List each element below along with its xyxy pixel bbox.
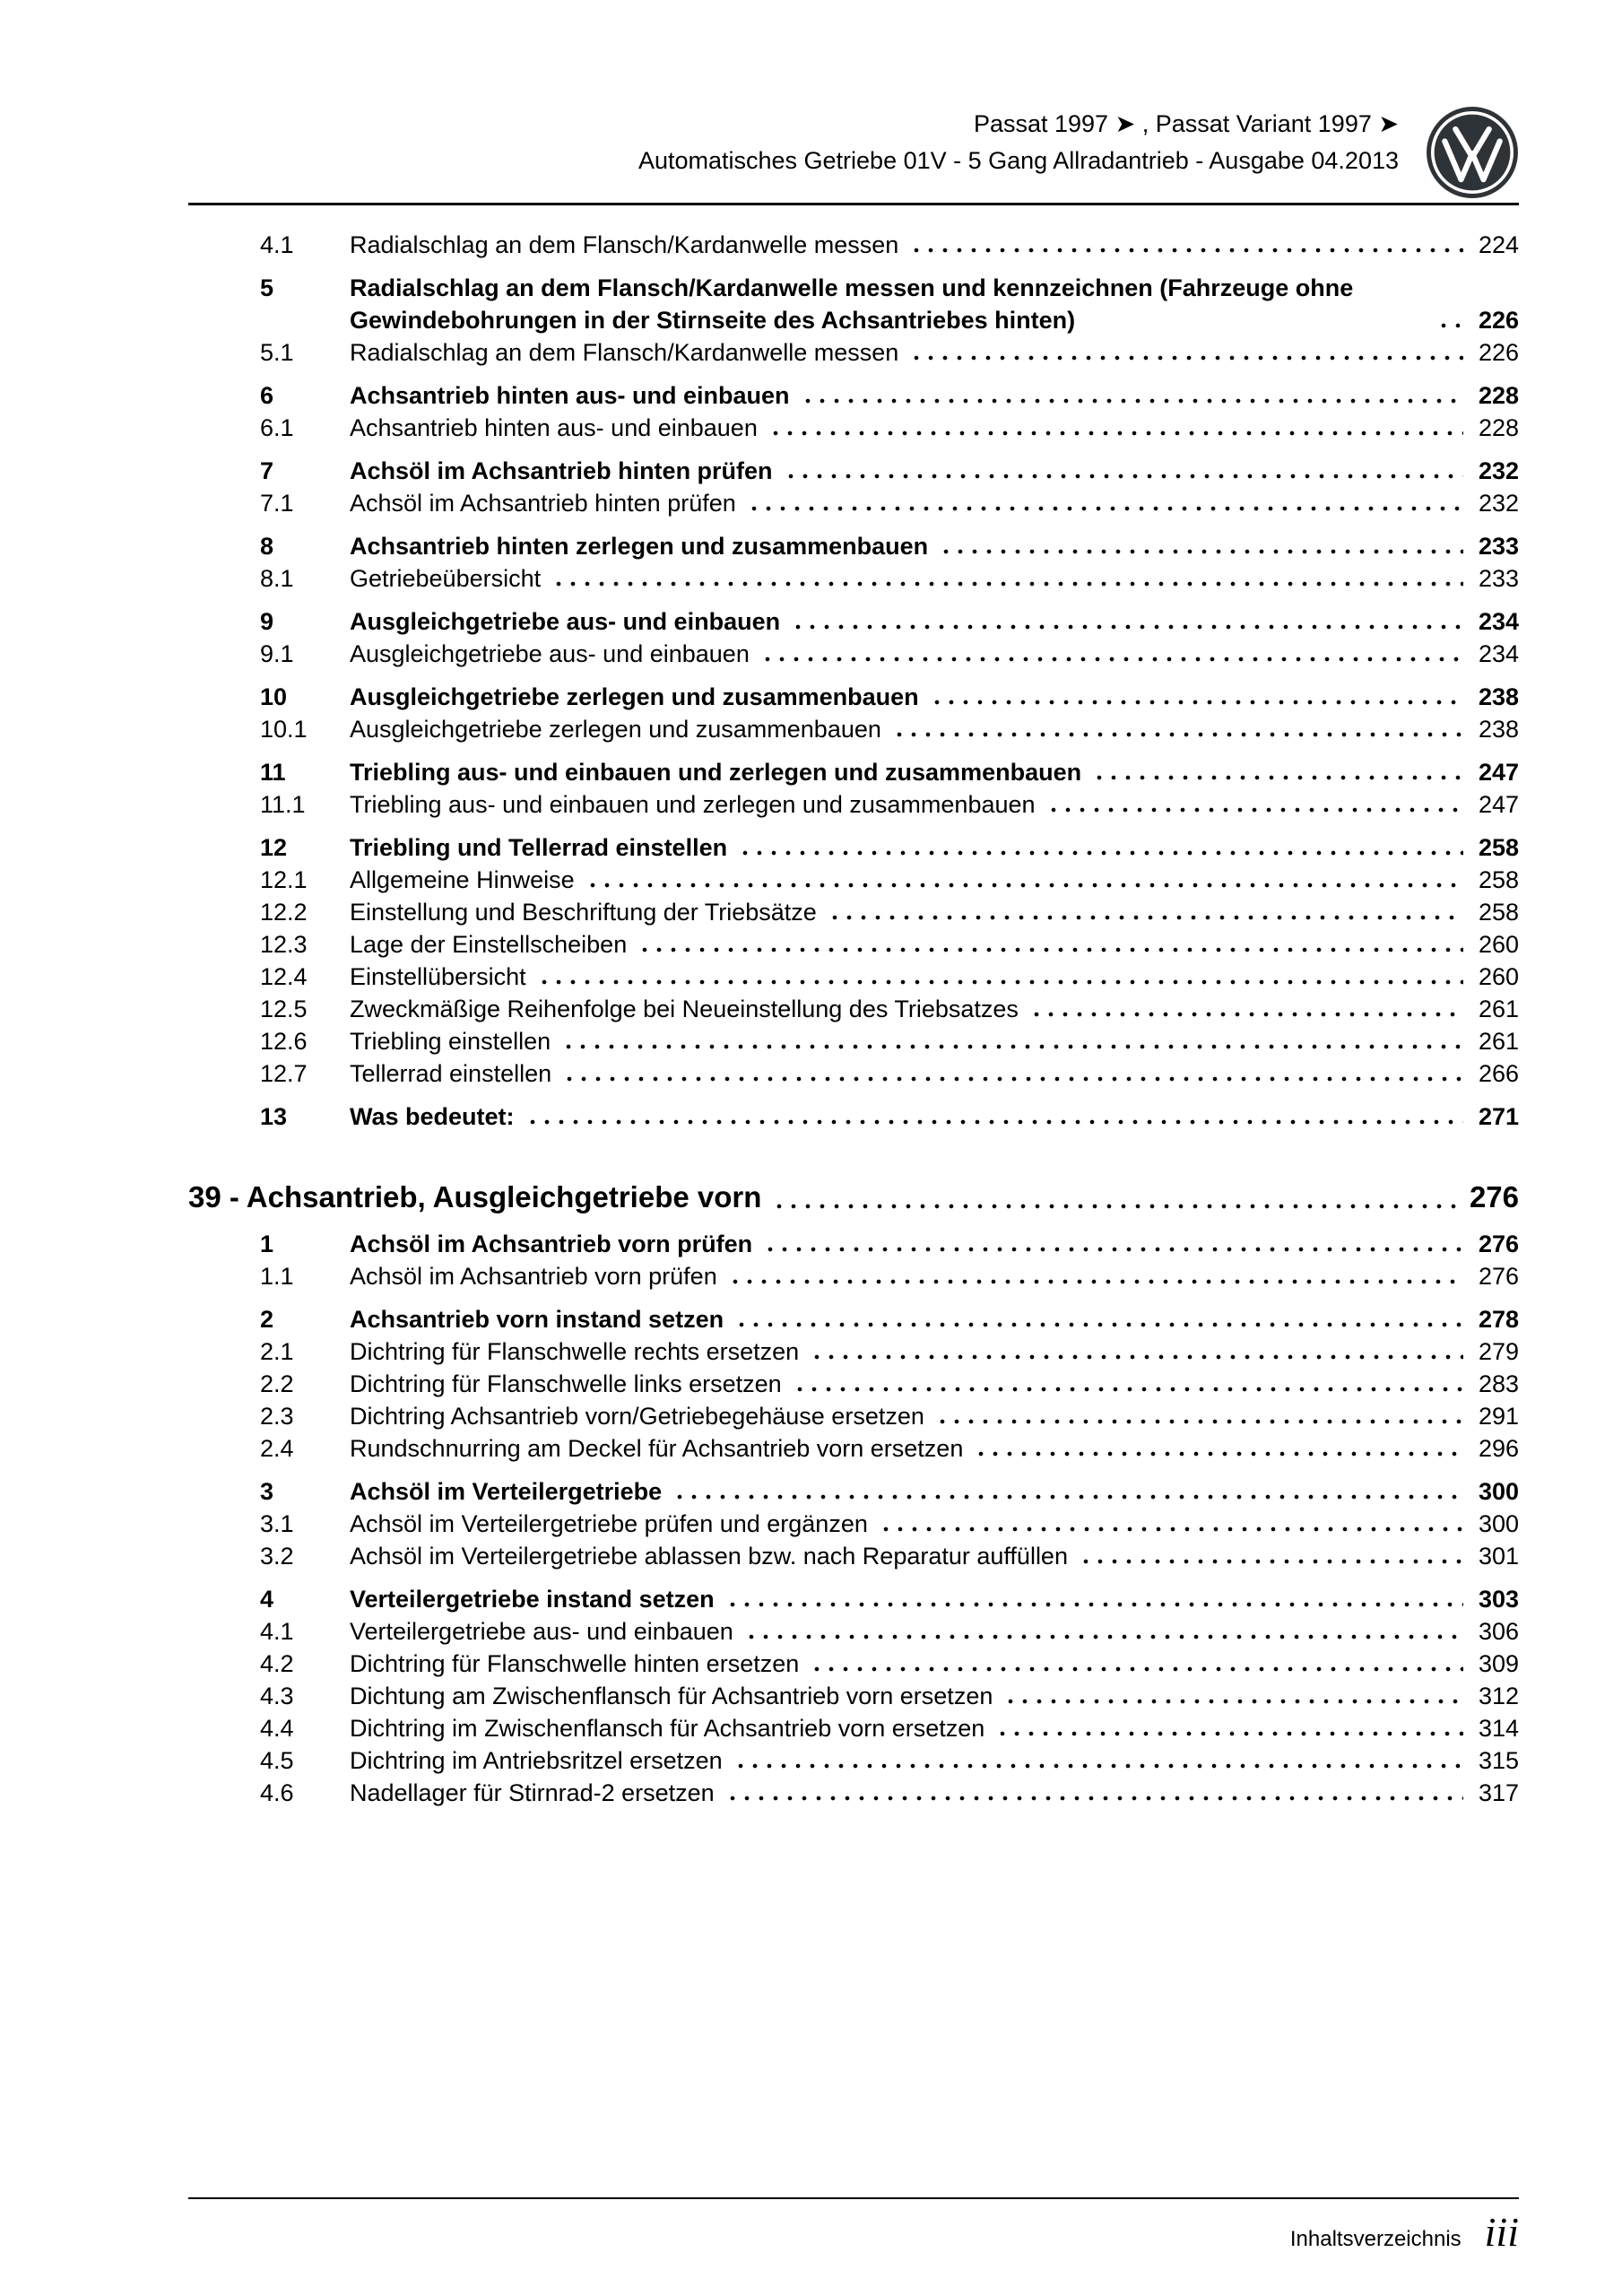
toc-entry bbox=[188, 1648, 1519, 1680]
footer-section-label: Inhaltsverzeichnis bbox=[1289, 2227, 1462, 2251]
toc-entry-page: 315 bbox=[1478, 1747, 1519, 1774]
toc-entry bbox=[188, 1400, 1519, 1432]
dot-leader bbox=[1029, 993, 1463, 1025]
toc-entry-title: Verteilergetriebe aus- und einbauen bbox=[350, 1618, 733, 1645]
toc-entry bbox=[188, 272, 1519, 336]
toc-entry-page: 238 bbox=[1478, 683, 1519, 710]
toc-entry-page: 228 bbox=[1478, 382, 1519, 409]
toc-entry-page: 258 bbox=[1478, 866, 1519, 893]
toc-entry-title: Achsöl im Verteilergetriebe prüfen und ergänzen bbox=[350, 1510, 868, 1537]
toc-entry-number: 3.2 bbox=[260, 1543, 294, 1570]
page-header bbox=[188, 0, 1519, 205]
toc-entry bbox=[188, 1057, 1519, 1090]
dot-leader bbox=[733, 1744, 1463, 1777]
toc-entry-page: 278 bbox=[1478, 1306, 1519, 1333]
dot-leader bbox=[772, 1178, 1462, 1217]
toc-entry-title: Radialschlag an dem Flansch/Kardanwelle messen und kennzeichnen (Fahrzeuge ohne Gewindebohrungen in der Stirnseite des Achsantriebes hinten) bbox=[350, 274, 1354, 334]
toc-entry-title: Tellerrad einstellen bbox=[350, 1060, 552, 1087]
toc-entry-number: 4.5 bbox=[260, 1747, 294, 1774]
toc-entry-number: 4.1 bbox=[260, 231, 294, 258]
toc-entry-title: Ausgleichgetriebe aus- und einbauen bbox=[350, 640, 750, 667]
toc-entry bbox=[188, 1712, 1519, 1744]
toc-entry bbox=[188, 1777, 1519, 1809]
toc-entry-page: 300 bbox=[1478, 1510, 1519, 1537]
toc-entry-title: Rundschnurring am Deckel für Achsantrieb vorn ersetzen bbox=[350, 1435, 964, 1462]
toc-entry-number: 4.3 bbox=[260, 1683, 294, 1709]
toc-entry-number: 4.6 bbox=[260, 1779, 294, 1806]
toc-entry-number: 2.2 bbox=[260, 1370, 294, 1397]
toc-entry-title: Ausgleichgetriebe zerlegen und zusammenbauen bbox=[350, 683, 919, 710]
toc-entry-title: Triebling einstellen bbox=[350, 1028, 551, 1055]
toc-entry bbox=[188, 713, 1519, 745]
toc-entry-title: Achsöl im Achsantrieb hinten prüfen bbox=[350, 457, 773, 484]
toc-entry-title: Triebling und Tellerrad einstellen bbox=[350, 834, 728, 861]
toc-entry-number: 4.4 bbox=[260, 1715, 294, 1742]
toc-entry bbox=[188, 788, 1519, 821]
toc-entry-page: 301 bbox=[1478, 1543, 1519, 1570]
toc-entry-title: Achsöl im Verteilergetriebe bbox=[350, 1478, 663, 1505]
toc-entry-number: 7.1 bbox=[260, 490, 294, 517]
dot-leader bbox=[562, 1057, 1463, 1090]
toc-entry-number: 8 bbox=[260, 533, 274, 560]
toc-entry bbox=[188, 1680, 1519, 1712]
toc-entry-page: 234 bbox=[1478, 640, 1519, 667]
header-text-block bbox=[638, 106, 1399, 179]
toc-entry-title: Getriebeübersicht bbox=[350, 565, 542, 592]
toc-entry-page: 271 bbox=[1478, 1103, 1519, 1130]
toc-entry-number: 2.1 bbox=[260, 1338, 294, 1365]
dot-leader bbox=[768, 412, 1463, 444]
dot-leader bbox=[810, 1648, 1463, 1680]
dot-leader bbox=[738, 831, 1463, 864]
toc-entry-title: Verteilergetriebe instand setzen bbox=[350, 1586, 715, 1613]
toc-entry-title: Achsöl im Achsantrieb hinten prüfen bbox=[350, 490, 736, 517]
toc-entry-number: 6 bbox=[260, 382, 274, 409]
dot-leader bbox=[909, 229, 1463, 261]
toc-entry-number: 4.2 bbox=[260, 1650, 294, 1677]
toc-entry-title: Achsantrieb hinten zerlegen und zusammenbauen bbox=[350, 533, 929, 560]
toc-entry-page: 232 bbox=[1478, 490, 1519, 517]
toc-entry-page: 226 bbox=[1478, 307, 1519, 334]
toc-entry-number: 10 bbox=[260, 683, 288, 710]
toc-entry-title: 39 - Achsantrieb, Ausgleichgetriebe vorn bbox=[188, 1180, 762, 1213]
toc-entry-number: 2 bbox=[260, 1306, 274, 1333]
dot-leader bbox=[791, 605, 1463, 638]
dot-leader bbox=[638, 928, 1463, 961]
toc-entry-number: 5 bbox=[260, 274, 274, 301]
toc-entry bbox=[188, 455, 1519, 487]
toc-entry-title: Radialschlag an dem Flansch/Kardanwelle messen bbox=[350, 231, 899, 258]
toc-entry-title: Einstellung und Beschriftung der Triebsätze bbox=[350, 899, 817, 926]
toc-entry-title: Achsantrieb vorn instand setzen bbox=[350, 1306, 724, 1333]
toc-entry-number: 9.1 bbox=[260, 640, 294, 667]
toc-entry bbox=[188, 605, 1519, 638]
toc-entry-title: Radialschlag an dem Flansch/Kardanwelle messen bbox=[350, 339, 899, 366]
toc-entry bbox=[188, 928, 1519, 961]
toc-entry bbox=[188, 1508, 1519, 1540]
toc-entry-page: 279 bbox=[1478, 1338, 1519, 1365]
toc-entry-number: 7 bbox=[260, 457, 274, 484]
toc-entry-title: Allgemeine Hinweise bbox=[350, 866, 575, 893]
toc-entry-title: Achsöl im Achsantrieb vorn prüfen bbox=[350, 1263, 717, 1290]
dot-leader bbox=[725, 1777, 1463, 1809]
toc-entry bbox=[188, 896, 1519, 928]
toc-entry bbox=[188, 412, 1519, 444]
dot-leader bbox=[784, 455, 1463, 487]
toc-entry-number: 9 bbox=[260, 608, 274, 635]
toc-entry bbox=[188, 1303, 1519, 1335]
toc-entry-page: 224 bbox=[1478, 231, 1519, 258]
toc-entry-page: 260 bbox=[1478, 931, 1519, 958]
toc-entry bbox=[188, 379, 1519, 412]
toc-entry bbox=[188, 1178, 1519, 1217]
toc-entry-page: 303 bbox=[1478, 1586, 1519, 1613]
dot-leader bbox=[892, 713, 1463, 745]
dot-leader bbox=[828, 896, 1463, 928]
toc-entry-title: Dichtring für Flanschwelle rechts ersetzen bbox=[350, 1338, 800, 1365]
dot-leader bbox=[1092, 756, 1463, 788]
toc-entry-page: 283 bbox=[1478, 1370, 1519, 1397]
toc-entry bbox=[188, 756, 1519, 788]
toc-entry-page: 296 bbox=[1478, 1435, 1519, 1462]
toc-entry-page: 276 bbox=[1469, 1180, 1519, 1213]
toc-entry-number: 11 bbox=[260, 759, 286, 786]
dot-leader bbox=[747, 487, 1463, 519]
dot-leader bbox=[537, 961, 1463, 993]
toc-entry-number: 3.1 bbox=[260, 1510, 294, 1537]
toc-entry-page: 233 bbox=[1478, 533, 1519, 560]
header-model-line: Passat 1997 ➤ , Passat Variant 1997 ➤ bbox=[973, 110, 1399, 137]
toc-entry-number: 1 bbox=[260, 1231, 274, 1257]
toc-entry-title: Achsantrieb hinten aus- und einbauen bbox=[350, 414, 758, 441]
toc-entry-page: 312 bbox=[1478, 1683, 1519, 1709]
toc-entry-number: 6.1 bbox=[260, 414, 294, 441]
toc-entry bbox=[188, 831, 1519, 864]
dot-leader bbox=[725, 1583, 1463, 1615]
toc-entry-page: 258 bbox=[1478, 834, 1519, 861]
toc-entry bbox=[188, 1540, 1519, 1572]
toc-entry-title: Achsöl im Achsantrieb vorn prüfen bbox=[350, 1231, 753, 1257]
header-divider bbox=[188, 203, 1519, 205]
toc-list bbox=[188, 229, 1519, 1809]
toc-entry-page: 276 bbox=[1478, 1231, 1519, 1257]
toc-entry-number: 12.3 bbox=[260, 931, 308, 958]
toc-entry bbox=[188, 1335, 1519, 1368]
toc-entry-number: 12.2 bbox=[260, 899, 308, 926]
toc-entry-number: 12.7 bbox=[260, 1060, 308, 1087]
toc-entry-page: 300 bbox=[1478, 1478, 1519, 1505]
toc-entry-title: Dichtring im Antriebsritzel ersetzen bbox=[350, 1747, 723, 1774]
dot-leader bbox=[909, 336, 1463, 369]
toc-entry-page: 291 bbox=[1478, 1403, 1519, 1430]
toc-entry-number: 12.4 bbox=[260, 963, 308, 990]
toc-entry-title: Achsöl im Verteilergetriebe ablassen bzw. nach Reparatur auffüllen bbox=[350, 1543, 1068, 1570]
toc-entry-title: Triebling aus- und einbauen und zerlegen und zusammenbauen bbox=[350, 759, 1082, 786]
toc-entry bbox=[188, 336, 1519, 369]
dot-leader bbox=[734, 1303, 1463, 1335]
toc-entry-page: 228 bbox=[1478, 414, 1519, 441]
toc-entry-title: Dichtring für Flanschwelle hinten ersetzen bbox=[350, 1650, 800, 1677]
toc-entry bbox=[188, 1475, 1519, 1508]
toc-entry bbox=[188, 1615, 1519, 1648]
toc-entry-number: 11.1 bbox=[260, 791, 306, 818]
dot-leader bbox=[763, 1228, 1463, 1260]
toc-entry-title: Nadellager für Stirnrad-2 ersetzen bbox=[350, 1779, 715, 1806]
footer-page-number: iii bbox=[1484, 2209, 1519, 2255]
toc-entry-page: 258 bbox=[1478, 899, 1519, 926]
toc-entry-title: Dichtring Achsantrieb vorn/Getriebegehäuse ersetzen bbox=[350, 1403, 924, 1430]
vw-logo-icon bbox=[1426, 106, 1519, 199]
footer-divider bbox=[188, 2197, 1519, 2199]
dot-leader bbox=[995, 1712, 1463, 1744]
toc-entry bbox=[188, 229, 1519, 261]
toc-entry-page: 232 bbox=[1478, 457, 1519, 484]
dot-leader bbox=[585, 864, 1463, 896]
dot-leader bbox=[1003, 1680, 1463, 1712]
toc-entry-title: Triebling aus- und einbauen und zerlegen und zusammenbauen bbox=[350, 791, 1036, 818]
toc-entry-page: 314 bbox=[1478, 1715, 1519, 1742]
toc-entry bbox=[188, 864, 1519, 896]
toc-entry-number: 12 bbox=[260, 834, 288, 861]
dot-leader bbox=[551, 562, 1463, 595]
dot-leader bbox=[801, 379, 1463, 412]
toc-entry bbox=[188, 1260, 1519, 1292]
dot-leader bbox=[744, 1615, 1463, 1648]
toc-entry bbox=[188, 1228, 1519, 1260]
toc-entry-title: Dichtung am Zwischenflansch für Achsantrieb vorn ersetzen bbox=[350, 1683, 993, 1709]
toc-entry-page: 260 bbox=[1478, 963, 1519, 990]
toc-entry-page: 317 bbox=[1478, 1779, 1519, 1806]
toc-entry-title: Was bedeutet: bbox=[350, 1103, 515, 1130]
dot-leader bbox=[974, 1432, 1463, 1465]
toc-entry bbox=[188, 638, 1519, 670]
toc-entry-page: 226 bbox=[1478, 339, 1519, 366]
dot-leader bbox=[1436, 304, 1463, 336]
toc-entry-page: 238 bbox=[1478, 716, 1519, 743]
dot-leader bbox=[939, 530, 1463, 562]
dot-leader bbox=[810, 1335, 1463, 1368]
toc-entry-page: 306 bbox=[1478, 1618, 1519, 1645]
toc-entry-number: 12.5 bbox=[260, 996, 308, 1022]
dot-leader bbox=[760, 638, 1463, 670]
toc-entry bbox=[188, 530, 1519, 562]
toc-entry bbox=[188, 562, 1519, 595]
toc-entry-title: Ausgleichgetriebe zerlegen und zusammenbauen bbox=[350, 716, 881, 743]
toc-entry-number: 1.1 bbox=[260, 1263, 294, 1290]
dot-leader bbox=[793, 1368, 1463, 1400]
toc-entry-title: Lage der Einstellscheiben bbox=[350, 931, 628, 958]
toc-entry-page: 234 bbox=[1478, 608, 1519, 635]
toc-entry bbox=[188, 1432, 1519, 1465]
toc-entry-number: 5.1 bbox=[260, 339, 294, 366]
toc-entry-page: 276 bbox=[1478, 1263, 1519, 1290]
toc-entry bbox=[188, 1368, 1519, 1400]
toc-entry bbox=[188, 1583, 1519, 1615]
toc-entry-title: Achsantrieb hinten aus- und einbauen bbox=[350, 382, 790, 409]
toc-entry bbox=[188, 487, 1519, 519]
toc-entry-page: 233 bbox=[1478, 565, 1519, 592]
toc-entry-page: 266 bbox=[1478, 1060, 1519, 1087]
toc-entry-title: Ausgleichgetriebe aus- und einbauen bbox=[350, 608, 781, 635]
dot-leader bbox=[1046, 788, 1463, 821]
toc-entry-number: 4 bbox=[260, 1586, 274, 1613]
dot-leader bbox=[728, 1260, 1463, 1292]
toc-entry bbox=[188, 961, 1519, 993]
dot-leader bbox=[561, 1025, 1463, 1057]
toc-entry-page: 309 bbox=[1478, 1650, 1519, 1677]
dot-leader bbox=[672, 1475, 1463, 1508]
toc-entry-page: 261 bbox=[1478, 996, 1519, 1022]
toc-entry-number: 8.1 bbox=[260, 565, 294, 592]
toc-entry-number: 3 bbox=[260, 1478, 274, 1505]
header-subtitle-line: Automatisches Getriebe 01V - 5 Gang Allradantrieb - Ausgabe 04.2013 bbox=[638, 147, 1399, 174]
toc-entry-number: 2.4 bbox=[260, 1435, 294, 1462]
dot-leader bbox=[879, 1508, 1463, 1540]
toc-entry-title: Dichtring im Zwischenflansch für Achsantrieb vorn ersetzen bbox=[350, 1715, 985, 1742]
toc-entry bbox=[188, 1100, 1519, 1133]
toc-entry-page: 247 bbox=[1478, 759, 1519, 786]
toc-entry-title: Einstellübersicht bbox=[350, 963, 526, 990]
toc-entry bbox=[188, 681, 1519, 713]
toc-entry-title: Zweckmäßige Reihenfolge bei Neueinstellung des Triebsatzes bbox=[350, 996, 1019, 1022]
toc-entry-number: 12.6 bbox=[260, 1028, 308, 1055]
toc-entry-number: 12.1 bbox=[260, 866, 308, 893]
dot-leader bbox=[930, 681, 1463, 713]
toc-entry-number: 4.1 bbox=[260, 1618, 294, 1645]
toc-entry-number: 2.3 bbox=[260, 1403, 294, 1430]
dot-leader bbox=[525, 1100, 1463, 1133]
toc-entry-title: Dichtring für Flanschwelle links ersetzen bbox=[350, 1370, 782, 1397]
toc-entry bbox=[188, 993, 1519, 1025]
dot-leader bbox=[1079, 1540, 1463, 1572]
toc-entry bbox=[188, 1744, 1519, 1777]
toc-entry-number: 13 bbox=[260, 1103, 288, 1130]
toc-entry-number: 10.1 bbox=[260, 716, 308, 743]
toc-entry-page: 261 bbox=[1478, 1028, 1519, 1055]
dot-leader bbox=[935, 1400, 1463, 1432]
page-footer bbox=[188, 2197, 1519, 2253]
toc-entry-page: 247 bbox=[1478, 791, 1519, 818]
toc-entry bbox=[188, 1025, 1519, 1057]
